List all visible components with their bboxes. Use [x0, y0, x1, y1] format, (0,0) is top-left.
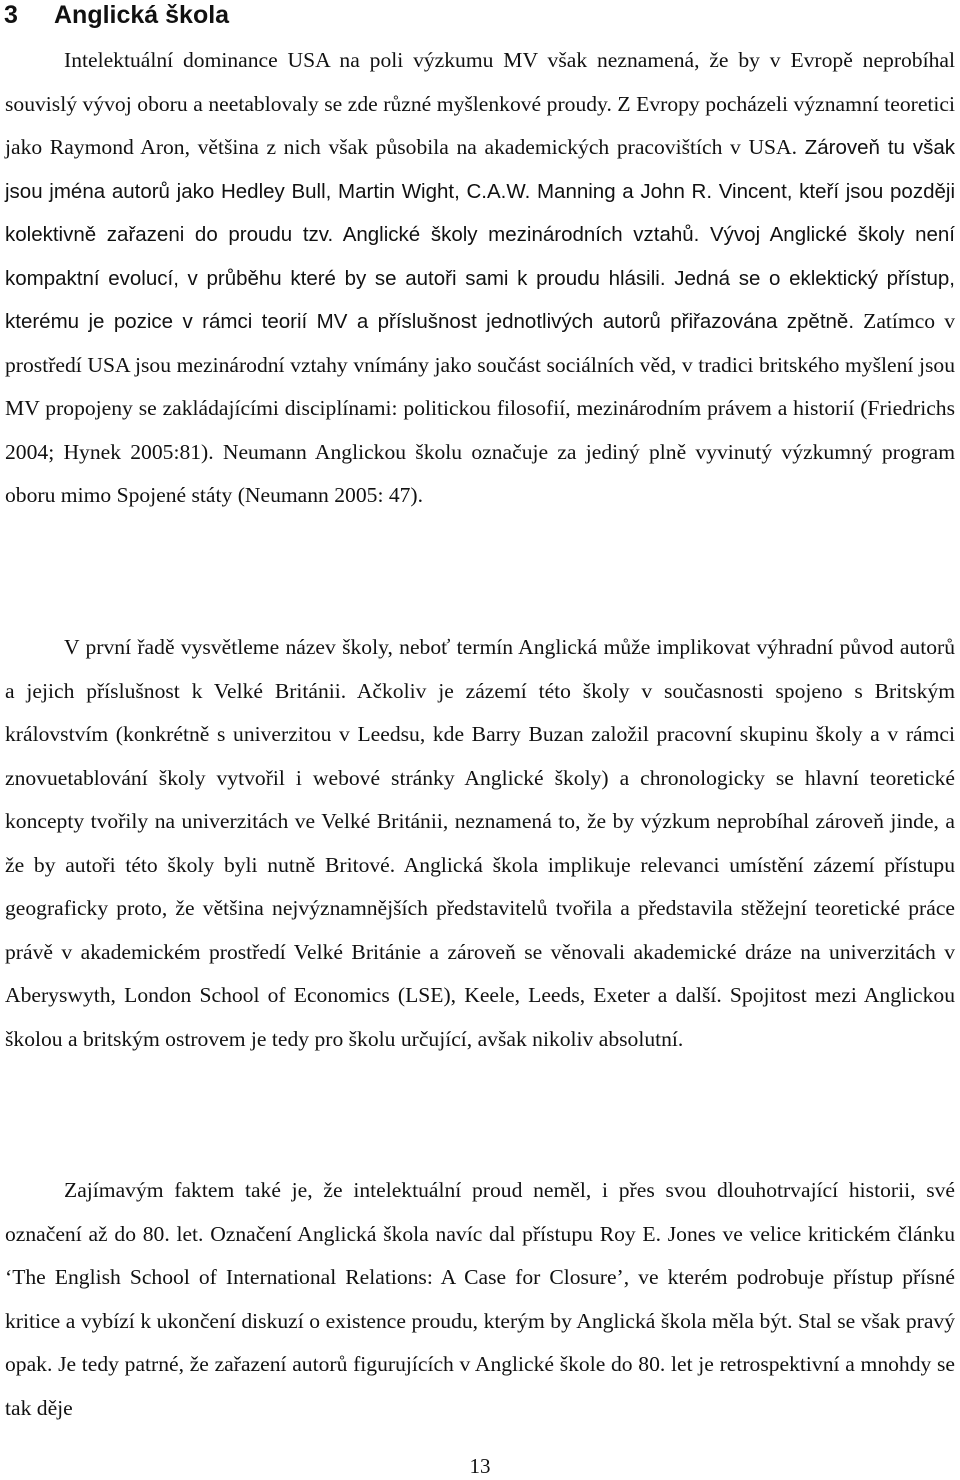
page-number: 13 [469, 1454, 491, 1478]
chapter-title: Anglická škola [54, 1, 230, 29]
paragraph-1-tail: Zatímco v prostředí USA jsou mezinárodní vztahy vnímány jako součást sociálních věd, v tradici britského myšlení jsou MV propojeny se zakládajícími disciplínami: politickou filosofií, mezinárodním právem a historií (Friedrichs 2004; Hynek 2005:81). Neumann Anglickou školu označuje za jediný plně vyvinutý výzkumný program oboru mimo Spojené státy (Neumann 2005: 47). [5, 309, 955, 507]
chapter-number: 3 [4, 1, 18, 29]
paragraph-3: Zajímavým faktem také je, že intelektuální proud neměl, i přes svou dlouhotrvající historii, své označení až do 80. let. Označení Anglická škola navíc dal přístupu Roy E. Jones ve velice kritickém článku ‘The English School of International Relations: A Case for Closure’, ve kterém podrobuje přístup přísné kritice a vybízí k ukončení diskuzí o existence proudu, kterým by Anglická škola měla být. Stal se však pravý opak. Je tedy patrné, že zařazení autorů figurujících v Anglické škole do 80. let je retrospektivní a mnohdy se tak děje [5, 1178, 955, 1420]
chapter-heading [4, 0, 229, 30]
paragraph-1 [5, 39, 955, 518]
paragraph-2: V první řadě vysvětleme název školy, neboť termín Anglická může implikovat výhradní původ autorů a jejich příslušnost k Velké Británii. Ačkoliv je zázemí této školy v současnosti spojeno s Britským královstvím (konkrétně s univerzitou v Leedsu, kde Barry Buzan založil pracovní skupinu školy a v rámci znovuetablování školy vytvořil i webové stránky Anglické školy) a chronologicky se hlavní teoretické koncepty tvořily na univerzitách ve Velké Británii, neznamená to, že by výzkum neprobíhal zároveň jinde, a že by autoři této školy byli nutně Britové. Anglická škola implikuje relevanci umístění zázemí přístupu geograficky proto, že většina nejvýznamnějších představitelů tvořila a představila stěžejní teoretické práce právě v akademickém prostředí Velké Británie a zároveň se věnovali akademické dráze na univerzitách v Aberyswyth, London School of Economics (LSE), Keele, Leeds, Exeter a další. Spojitost mezi Anglickou školou a britským ostrovem je tedy pro školu určující, avšak nikoliv absolutní. [5, 635, 955, 1051]
paragraph-1-sans-passage: Zároveň tu však jsou jména autorů jako Hedley Bull, Martin Wight, C.A.W. Manning a John R. Vincent, kteří jsou později kolektivně zařazeni do proudu tzv. Anglické školy mezinárodních vztahů. Vývoj Anglické školy není kompaktní evolucí, v průběhu které by se autoři sami k proudu hlásili. Jedná se o eklektický přístup, kterému je pozice v rámci teorií MV a příslušnost jednotlivých autorů přiřazována zpětně. [5, 136, 956, 333]
paragraph-1-lead: Intelektuální dominance USA na poli výzkumu MV však neznamená, že by v Evropě neprobíhal souvislý vývoj oboru a neetablovaly se zde různé myšlenkové proudy. Z Evropy pocházeli významní teoretici jako Raymond Aron, většina z nich však působila na akademických pracovištích v USA. [5, 48, 955, 159]
